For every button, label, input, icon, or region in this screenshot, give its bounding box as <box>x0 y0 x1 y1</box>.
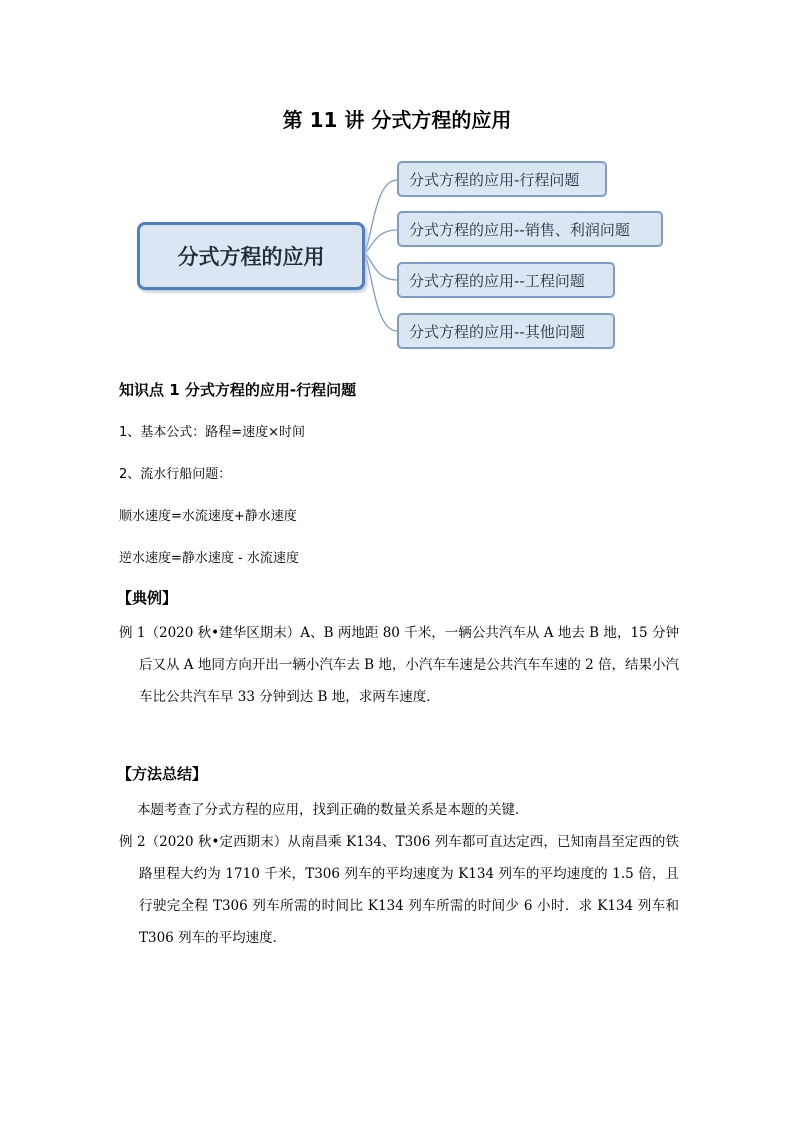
mindmap-branch-travel: 分式方程的应用-行程问题 <box>397 161 607 197</box>
example-2-text: 例 2（2020 秋•定西期末）从南昌乘 K134、T306 列车都可直达定西，已知南昌至定西的铁路里程大约为 1710 千米，T306 列车的平均速度为 K134 列车的平均速度的 1.5 倍，且行驶完全程 T306 列车所需的时间比 K134 列车所需的时间少 6 小时．求 K134 列车和 T306 列车的平均速度． <box>119 834 679 946</box>
formula-downstream: 顺水速度=水流速度+静水速度 <box>119 509 297 524</box>
formula-stream-title: 2、流水行船问题： <box>119 467 232 482</box>
formula-basic: 1、基本公式：路程=速度×时间 <box>119 425 306 440</box>
mindmap-root: 分式方程的应用 <box>137 222 365 290</box>
mindmap-branch-other: 分式方程的应用--其他问题 <box>397 313 615 349</box>
mindmap-branch-sales: 分式方程的应用--销售、利润问题 <box>397 211 663 247</box>
section-heading: 知识点 1 分式方程的应用-行程问题 <box>119 381 357 399</box>
example-2 <box>119 826 679 954</box>
example-1-text: 例 1（2020 秋•建华区期末）A、B 两地距 80 千米，一辆公共汽车从 A 地去 B 地，15 分钟后又从 A 地同方向开出一辆小汽车去 B 地，小汽车车速是公共汽车车速的 2 倍，结果小汽车比公共汽车早 33 分钟到达 B 地，求两车速度． <box>119 625 680 705</box>
mindmap-branch-engineering: 分式方程的应用--工程问题 <box>397 262 615 298</box>
example-label: 【典例】 <box>117 589 178 607</box>
method-summary-label: 【方法总结】 <box>117 765 208 783</box>
method-summary-text: 本题考查了分式方程的应用，找到正确的数量关系是本题的关键． <box>137 802 529 818</box>
method-summary <box>119 794 679 826</box>
example-1 <box>119 617 679 713</box>
page-title: 第 11 讲 分式方程的应用 <box>282 108 512 132</box>
formula-upstream: 逆水速度=静水速度 - 水流速度 <box>119 551 299 566</box>
